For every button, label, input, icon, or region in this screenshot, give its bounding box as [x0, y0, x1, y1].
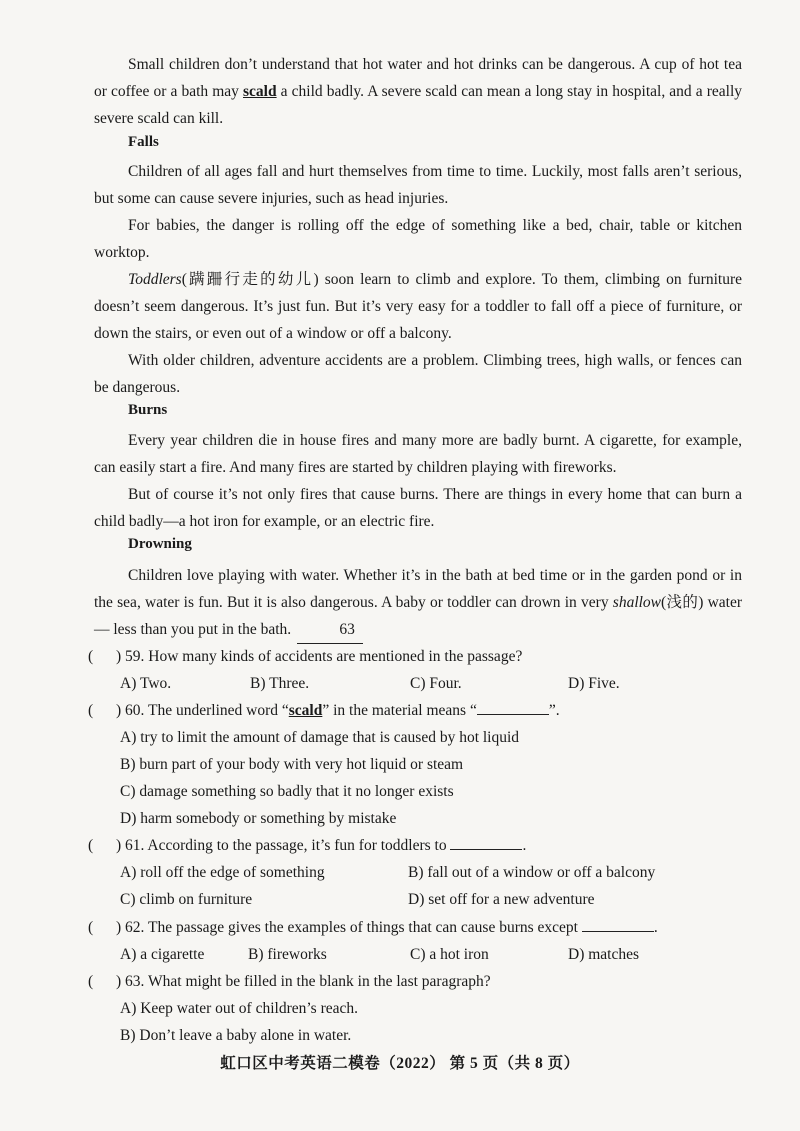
answer-blank: [582, 917, 654, 932]
question-60: [88, 697, 748, 724]
option-62-a: A) a cigarette: [120, 946, 205, 963]
option-59-a: A) Two.: [120, 675, 172, 692]
option-61-b: B) fall out of a window or off a balcony: [408, 864, 656, 881]
option-61-d: D) set off for a new adventure: [408, 891, 595, 908]
question-stem: .: [653, 919, 658, 936]
option-61-c: C) climb on furniture: [120, 891, 253, 908]
option-62-d: D) matches: [568, 946, 640, 963]
question-stem: ) 59. How many kinds of accidents are mentioned in the passage?: [116, 648, 523, 665]
italic-word-shallow: shallow: [612, 594, 662, 611]
blank-63: 63: [297, 616, 363, 644]
question-stem: ” in the material means “: [322, 702, 477, 719]
text: (浅的) water — less than you put in the bath.: [94, 594, 742, 638]
question-stem: ) 60. The underlined word “: [116, 702, 289, 719]
question-62: [88, 914, 748, 941]
heading-falls: Falls: [128, 134, 159, 150]
option-62-c: C) a hot iron: [410, 946, 489, 963]
heading-burns: Burns: [128, 402, 168, 418]
text: Children love playing with water. Whether it’s in the bath at bed time or in the garden pond or in the sea, water is fun. But it is also dangerous. A baby or toddler can drown in very: [94, 567, 742, 611]
paragraph-falls-1: Children of all ages fall and hurt themselves from time to time. Luckily, most falls aren’t serious, but some can cause severe injuries, such as head injuries.: [94, 163, 742, 207]
question-stem: .: [522, 837, 527, 854]
answer-paren: (: [88, 919, 94, 936]
underlined-word-scald: scald: [243, 83, 277, 100]
text: a child badly. A severe scald can mean a long stay in hospital, and a really severe scald can kill.: [94, 83, 743, 127]
paragraph-falls-2: For babies, the danger is rolling off the edge of something like a bed, chair, table or kitchen worktop.: [94, 217, 742, 261]
answer-paren: (: [88, 973, 94, 990]
answer-blank: [477, 700, 549, 715]
option-62-b: B) fireworks: [248, 946, 327, 963]
paragraph-scald: [94, 51, 742, 132]
option-60-a: A) try to limit the amount of damage that is caused by hot liquid: [120, 729, 520, 746]
option-60-c: C) damage something so badly that it no longer exists: [120, 783, 454, 800]
question-stem: ) 62. The passage gives the examples of things that can cause burns except: [116, 919, 582, 936]
question-stem: ”.: [548, 702, 560, 719]
option-63-a: A) Keep water out of children’s reach.: [120, 1000, 358, 1017]
question-59: [88, 643, 748, 670]
option-60-b: B) burn part of your body with very hot liquid or steam: [120, 756, 464, 773]
answer-paren: (: [88, 702, 94, 719]
text: Small children don’t understand that hot water and hot drinks can be dangerous. A cup of hot tea or coffee or a bath may: [94, 56, 742, 100]
text: soon learn to climb and explore. To them, climbing on furniture doesn’t seem dangerous. It’s just fun. But it’s very easy for a toddler to fall off a piece of furniture, or down the stairs, or even out of a window or off a balcony.: [94, 271, 742, 342]
paragraph-drowning: [94, 562, 742, 644]
paragraph-falls-4: With older children, adventure accidents are a problem. Climbing trees, high walls, or fences can be dangerous.: [94, 352, 742, 396]
question-stem: ) 63. What might be filled in the blank in the last paragraph?: [116, 973, 491, 990]
paragraph-falls-3: [94, 266, 742, 347]
option-61-a: A) roll off the edge of something: [120, 864, 325, 881]
answer-blank: [450, 835, 522, 850]
option-63-b: B) Don’t leave a baby alone in water.: [120, 1027, 352, 1044]
italic-word-toddlers: Toddlers: [128, 271, 182, 288]
answer-paren: (: [88, 837, 94, 854]
question-63: [88, 968, 748, 995]
question-stem: ) 61. According to the passage, it’s fun for toddlers to: [116, 837, 451, 854]
option-59-c: C) Four.: [410, 675, 462, 692]
question-61: [88, 832, 748, 859]
chinese-gloss: (蹒跚行走的幼儿): [181, 271, 319, 288]
option-59-d: D) Five.: [568, 675, 620, 692]
answer-paren: (: [88, 648, 94, 665]
heading-drowning: Drowning: [128, 536, 192, 552]
option-60-d: D) harm somebody or something by mistake: [120, 810, 397, 827]
paragraph-burns-2: But of course it’s not only fires that cause burns. There are things in every home that can burn a child badly—a hot iron for example, or an electric fire.: [94, 486, 742, 530]
option-59-b: B) Three.: [250, 675, 310, 692]
paragraph-burns-1: Every year children die in house fires and many more are badly burnt. A cigarette, for example, can easily start a fire. And many fires are started by children playing with fireworks.: [94, 432, 742, 476]
page-footer: 虹口区中考英语二模卷（2022） 第 5 页（共 8 页）: [220, 1055, 580, 1072]
underlined-word-scald: scald: [288, 702, 323, 719]
